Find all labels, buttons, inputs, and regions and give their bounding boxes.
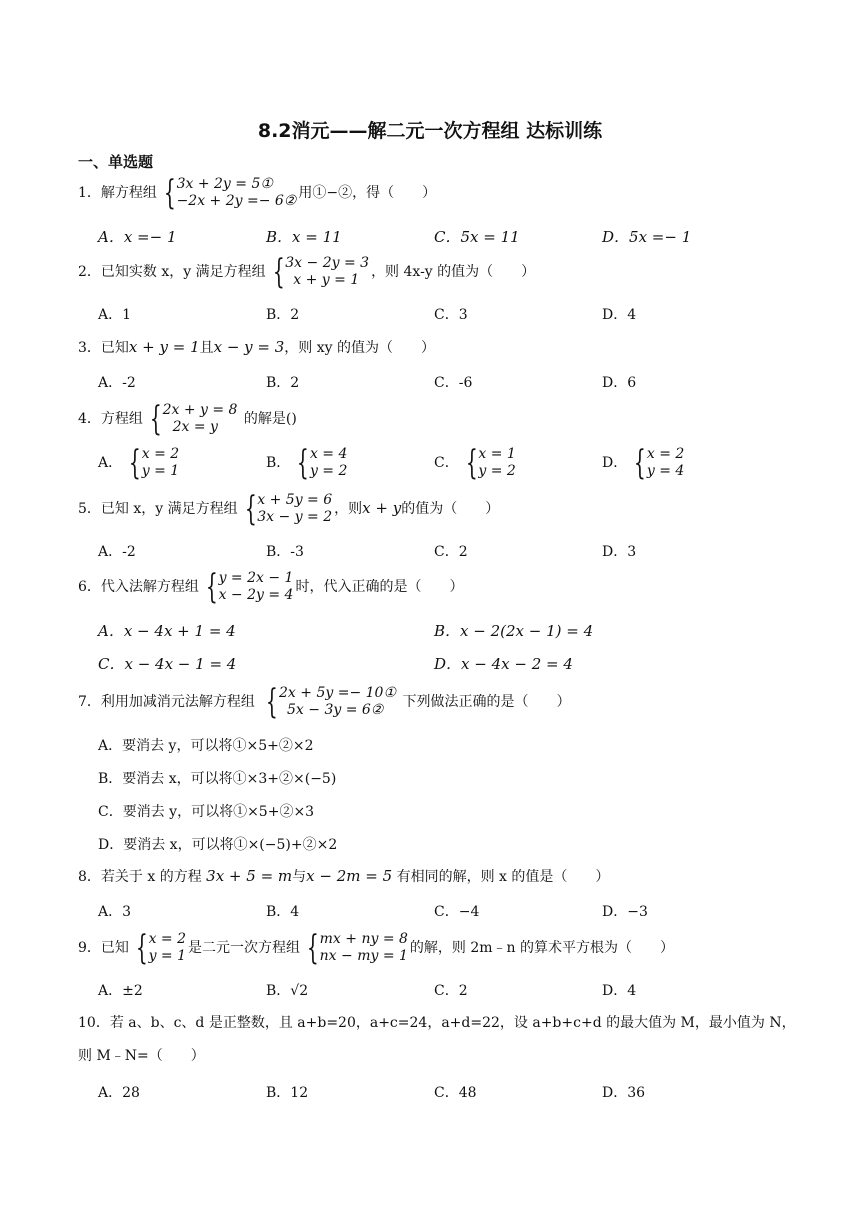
brace-icon: { — [128, 443, 141, 483]
option-c[interactable]: C．2 — [434, 544, 468, 560]
question-3 — [78, 338, 435, 357]
equation-system — [302, 928, 408, 968]
option-d[interactable]: D．4 — [602, 307, 637, 323]
question-7-suffix: 下列做法正确的是（ ） — [402, 694, 571, 710]
options-row — [98, 653, 818, 675]
option-c[interactable] — [434, 443, 518, 483]
option-b[interactable]: B．12 — [266, 1085, 309, 1101]
option-c[interactable]: C．x − 4x − 1 = 4 — [98, 655, 237, 673]
system-row: x + 5y = 6 — [257, 492, 333, 508]
option-d[interactable]: D．36 — [602, 1085, 646, 1101]
system-row: x = 2 — [141, 446, 180, 462]
system-row: x = 2 — [148, 931, 186, 947]
option-d[interactable]: D．6 — [602, 375, 637, 391]
equation-system — [145, 399, 238, 439]
options-row — [98, 541, 818, 563]
option-c[interactable]: C．要消去 y，可以将①×5+②×3 — [98, 804, 315, 820]
options-row — [98, 1082, 818, 1104]
question-7 — [78, 682, 571, 722]
equation-system — [201, 567, 294, 607]
brace-icon: { — [634, 443, 647, 483]
option-c[interactable]: C．48 — [434, 1085, 477, 1101]
option-b[interactable] — [266, 443, 349, 483]
option-label: C． — [434, 455, 459, 471]
equation-system — [131, 928, 187, 968]
option-a[interactable]: A．1 — [98, 307, 132, 323]
options-row — [98, 901, 818, 923]
math-expression: x + y — [362, 499, 402, 517]
question-3-text: 3．已知 — [78, 340, 129, 356]
option-b[interactable]: B．4 — [266, 904, 300, 920]
question-3-text: 且 — [199, 340, 214, 356]
option-b[interactable]: B．要消去 x，可以将①×3+②×(−5) — [98, 771, 337, 787]
options-row — [98, 980, 818, 1002]
question-6 — [78, 567, 464, 607]
question-10-line-2: 则 M﹣N=（ ） — [78, 1048, 205, 1064]
page-title: 8.2消元——解二元一次方程组 达标训练 — [257, 120, 603, 142]
question-6-suffix: 时，代入正确的是（ ） — [295, 579, 464, 595]
option-a[interactable]: A．要消去 y，可以将①×5+②×2 — [98, 738, 314, 754]
question-8-text: 8．若关于 x 的方程 — [78, 869, 202, 885]
system-row: 2x + 5y =− 10① — [279, 685, 396, 701]
question-4 — [78, 399, 297, 439]
option-d[interactable]: D．3 — [602, 544, 637, 560]
system-row: y = 1 — [141, 463, 180, 479]
question-2-prefix: 2．已知实数 x，y 满足方程组 — [78, 264, 266, 280]
system-row: y = 2x − 1 — [218, 570, 294, 586]
option-a[interactable]: A．-2 — [98, 375, 136, 391]
equation-system — [292, 443, 348, 483]
option-c[interactable]: C．−4 — [434, 904, 480, 920]
options-row — [98, 620, 818, 642]
section-heading: 一、单选题 — [78, 153, 154, 171]
options-row — [98, 226, 818, 248]
system-row: 3x − 2y = 3 — [285, 255, 370, 271]
question-5 — [78, 489, 500, 529]
system-row: 3x − y = 2 — [257, 509, 333, 525]
system-row: x = 2 — [646, 446, 685, 462]
system-row: −2x + 2y =− 6② — [176, 193, 297, 209]
system-row: x = 4 — [309, 446, 348, 462]
math-expression: x − 2m = 5 — [306, 867, 393, 885]
question-9-suffix: 的解，则 2m﹣n 的算术平方根为（ ） — [409, 940, 675, 956]
system-row: x = 1 — [478, 446, 516, 462]
option-label: D． — [602, 455, 628, 471]
option-b[interactable]: B．2 — [266, 307, 300, 323]
question-6-prefix: 6．代入法解方程组 — [78, 579, 199, 595]
system-row: mx + ny = 8 — [319, 931, 408, 947]
brace-icon: { — [306, 928, 319, 968]
math-expression: x + y = 1 — [128, 338, 200, 356]
equation-system — [124, 443, 180, 483]
system-row: y = 1 — [148, 948, 187, 964]
options-row — [98, 304, 818, 326]
question-4-suffix: 的解是() — [243, 411, 297, 427]
question-1-prefix: 1．解方程组 — [78, 185, 157, 201]
option-a[interactable]: A．±2 — [98, 983, 143, 999]
option-d[interactable]: D．x − 4x − 2 = 4 — [434, 655, 573, 673]
system-row: 2x + y = 8 — [162, 402, 238, 418]
question-5-text: 的值为（ ） — [401, 501, 500, 517]
option-c[interactable]: C．-6 — [434, 375, 473, 391]
option-label: A． — [98, 455, 123, 471]
option-a[interactable]: A．x − 4x + 1 = 4 — [98, 622, 236, 640]
option-label: B． — [266, 455, 291, 471]
option-a[interactable]: A．3 — [98, 904, 132, 920]
equation-system — [629, 443, 685, 483]
brace-icon: { — [297, 443, 310, 483]
option-b[interactable]: B．x = 11 — [266, 228, 342, 246]
question-7-prefix: 7．利用加减消元法解方程组 — [78, 694, 255, 710]
equation-system — [240, 489, 333, 529]
option-a[interactable]: A．28 — [98, 1085, 140, 1101]
equation-system — [159, 173, 297, 213]
brace-icon: { — [205, 567, 218, 607]
option-a[interactable]: A．-2 — [98, 544, 136, 560]
question-4-prefix: 4．方程组 — [78, 411, 143, 427]
option-c[interactable]: C．3 — [434, 307, 468, 323]
brace-icon: { — [163, 173, 176, 213]
question-8-text: 与 — [292, 869, 307, 885]
equation-system — [261, 682, 396, 722]
question-2 — [78, 252, 536, 292]
question-5-text: ，则 — [334, 501, 363, 517]
math-expression: 3x + 5 = m — [206, 867, 293, 885]
option-b[interactable]: B．-3 — [266, 544, 304, 560]
options-row — [98, 372, 818, 394]
question-5-prefix: 5．已知 x，y 满足方程组 — [78, 501, 238, 517]
system-row: nx − my = 1 — [319, 948, 408, 964]
question-9-text: 是二元一次方程组 — [188, 940, 301, 956]
system-row: x − 2y = 4 — [218, 587, 294, 603]
system-row: 2x = y — [172, 419, 218, 435]
system-row: 5x − 3y = 6② — [287, 702, 384, 718]
option-c[interactable]: C．5x = 11 — [434, 228, 520, 246]
question-1-suffix: 用①−②，得（ ） — [298, 185, 437, 201]
brace-icon: { — [465, 443, 478, 483]
question-2-suffix: ，则 4x-y 的值为（ ） — [371, 264, 536, 280]
brace-icon: { — [272, 252, 285, 292]
system-row: x + y = 1 — [293, 272, 360, 288]
option-b[interactable]: B．√2 — [266, 983, 309, 999]
option-d[interactable]: D．要消去 x，可以将①×(−5)+②×2 — [98, 837, 338, 853]
option-b[interactable]: B．x − 2(2x − 1) = 4 — [434, 622, 594, 640]
system-row: y = 2 — [478, 463, 516, 479]
options-row — [98, 443, 818, 486]
equation-system — [461, 443, 516, 483]
question-8 — [78, 867, 609, 886]
math-expression: x − y = 3 — [213, 338, 285, 356]
brace-icon: { — [266, 682, 279, 722]
option-d[interactable] — [602, 443, 686, 483]
option-d[interactable]: D．4 — [602, 983, 637, 999]
option-a[interactable] — [98, 443, 181, 483]
brace-icon: { — [149, 399, 162, 439]
brace-icon: { — [135, 928, 148, 968]
question-8-text: 有相同的解，则 x 的值是（ ） — [396, 869, 610, 885]
question-3-text: ，则 xy 的值为（ ） — [284, 340, 436, 356]
system-row: y = 4 — [646, 463, 685, 479]
option-b[interactable]: B．2 — [266, 375, 300, 391]
option-a[interactable]: A．x =− 1 — [98, 228, 177, 246]
option-c[interactable]: C．2 — [434, 983, 468, 999]
system-row: y = 2 — [309, 463, 348, 479]
option-d[interactable]: D．5x =− 1 — [602, 228, 692, 246]
question-10-line-1: 10．若 a、b、c、d 是正整数，且 a+b=20，a+c=24，a+d=22，设 a+b+c+d 的最大值为 M，最小值为 N， — [78, 1015, 796, 1031]
question-9-prefix: 9．已知 — [78, 940, 129, 956]
brace-icon: { — [244, 489, 257, 529]
question-1 — [78, 173, 437, 213]
option-d[interactable]: D．−3 — [602, 904, 648, 920]
question-9 — [78, 928, 675, 968]
system-row: 3x + 2y = 5① — [176, 176, 273, 192]
equation-system — [268, 252, 370, 292]
